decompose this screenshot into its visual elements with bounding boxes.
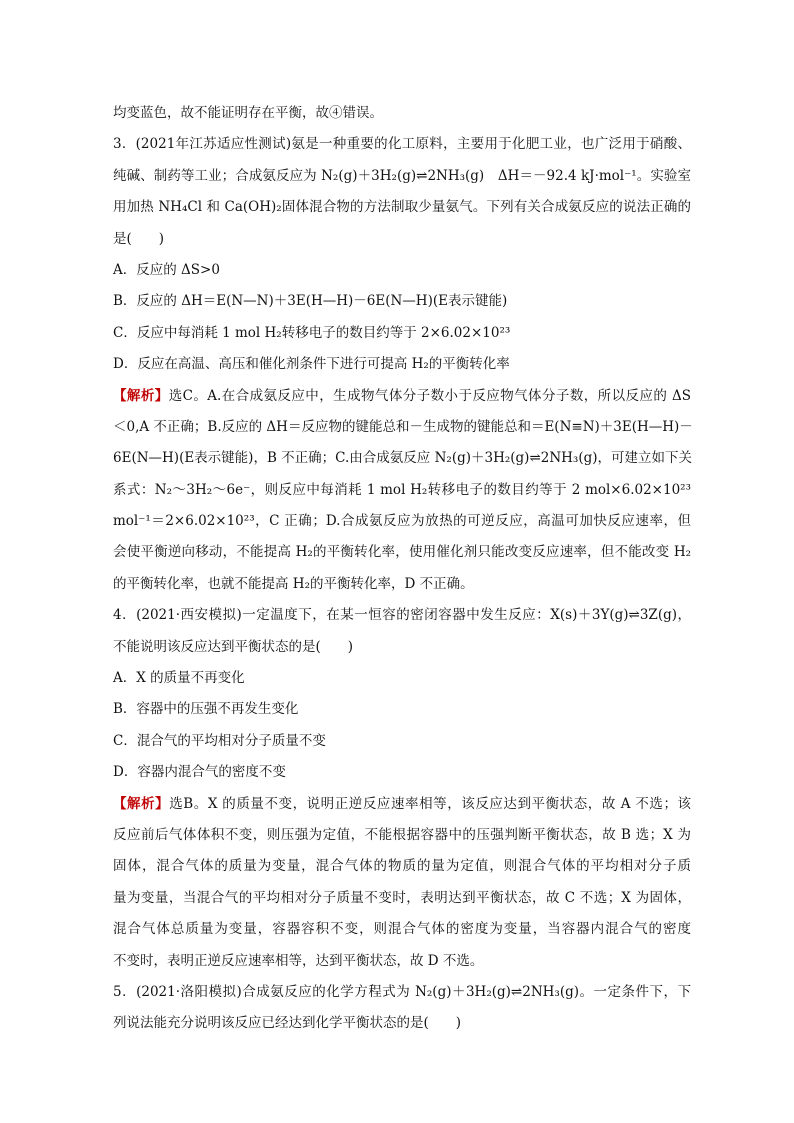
line-text: 是( )	[113, 230, 165, 247]
text-line	[113, 757, 691, 788]
analysis-label: 【解析】	[113, 387, 169, 404]
line-text: 用加热 NH₄Cl 和 Ca(OH)₂固体混合物的方法制取少量氨气。下列有关合成氨反应的说法正确的	[113, 199, 691, 216]
text-line	[113, 318, 691, 349]
text-line	[113, 883, 691, 914]
line-text: 纯碱、制药等工业；合成氨反应为 N₂(g)＋3H₂(g)⇌2NH₃(g) ΔH＝－92.4 kJ·mol⁻¹。实验室	[113, 167, 691, 184]
text-line	[113, 161, 691, 192]
line-text: 的平衡转化率，也就不能提高 H₂的平衡转化率，D 不正确。	[113, 575, 474, 592]
text-line	[113, 914, 691, 945]
text-line	[113, 192, 691, 223]
line-text: 不能说明该反应达到平衡状态的是( )	[113, 638, 354, 655]
text-line	[113, 820, 691, 851]
line-text: C．反应中每消耗 1 mol H₂转移电子的数目约等于 2×6.02×10²³	[113, 324, 511, 341]
line-text: 会使平衡逆向移动，不能提高 H₂的平衡转化率，使用催化剂只能改变反应速率，但不能改变 H₂	[113, 544, 691, 561]
line-text: 量为变量，当混合气的平均相对分子质量不变时，表明达到平衡状态，故 C 不选；X 为固体，	[113, 889, 691, 906]
line-text: 混合气体总质量为变量，容器容积不变，则混合气体的密度为变量，当容器内混合气的密度	[113, 921, 691, 938]
text-line	[113, 789, 691, 820]
text-line	[113, 663, 691, 694]
line-text: 选B。X 的质量不变，说明正逆反应速率相等，该反应达到平衡状态，故 A 不选；该	[169, 795, 692, 812]
line-text: 列说法能充分说明该反应已经达到化学平衡状态的是( )	[113, 1015, 462, 1032]
line-text: D．容器内混合气的密度不变	[113, 764, 286, 781]
text-line	[113, 851, 691, 882]
line-text: A．反应的 ΔS>0	[113, 261, 220, 278]
line-text: ＜0,A 不正确；B.反应的 ΔH＝反应物的键能总和－生成物的键能总和＝E(N≡N)＋3E(H—H)－	[113, 418, 693, 435]
line-text: 选C。A.在合成氨反应中，生成物气体分子数小于反应物气体分子数，所以反应的 ΔS	[168, 387, 691, 404]
text-line	[113, 98, 691, 129]
text-line	[113, 946, 691, 977]
text-line	[113, 349, 691, 380]
text-line	[113, 726, 691, 757]
analysis-label: 【解析】	[113, 795, 170, 812]
text-line	[113, 506, 691, 537]
line-text: A．X 的质量不再变化	[113, 670, 245, 687]
line-text: 6E(N—H)(E表示键能)，B 不正确；C.由合成氨反应 N₂(g)＋3H₂(g)⇌2NH₃(g)，可建立如下关	[113, 450, 693, 467]
text-line	[113, 443, 691, 474]
document-body	[113, 98, 691, 1040]
line-text: 反应前后气体体积不变，则压强为定值，不能根据容器中的压强判断平衡状态，故 B 选；X 为	[113, 826, 691, 843]
line-text: 4．(2021·西安模拟)一定温度下，在某一恒容的密闭容器中发生反应：X(s)＋3Y(g)⇌3Z(g)，	[113, 607, 691, 624]
text-line	[113, 224, 691, 255]
text-line	[113, 412, 691, 443]
text-line	[113, 600, 691, 631]
line-text: B．容器中的压强不再发生变化	[113, 701, 299, 718]
line-text: 3．(2021年江苏适应性测试)氨是一种重要的化工原料，主要用于化肥工业，也广泛用于硝酸、	[113, 136, 691, 153]
text-line	[113, 381, 691, 412]
line-text: 不变时，表明正逆反应速率相等，达到平衡状态，故 D 不选。	[113, 952, 484, 969]
line-text: D．反应在高温、高压和催化剂条件下进行可提高 H₂的平衡转化率	[113, 356, 510, 373]
line-text: 固体，混合气体的质量为变量，混合气体的物质的量为定值，则混合气体的平均相对分子质	[113, 858, 691, 875]
text-line	[113, 977, 691, 1008]
line-text: mol⁻¹＝2×6.02×10²³，C 正确；D.合成氨反应为放热的可逆反应，高温可加快反应速率，但	[113, 513, 691, 530]
text-line	[113, 632, 691, 663]
line-text: B．反应的 ΔH＝E(N—N)＋3E(H—H)－6E(N—H)(E表示键能)	[113, 293, 508, 310]
text-line	[113, 129, 691, 160]
text-line	[113, 475, 691, 506]
line-text: 均变蓝色，故不能证明存在平衡，故④错误。	[113, 105, 383, 121]
line-text: 系式：N₂～3H₂～6e⁻，则反应中每消耗 1 mol H₂转移电子的数目约等于 2 mol×6.02×10²³	[113, 481, 691, 498]
text-line	[113, 569, 691, 600]
line-text: 5．(2021·洛阳模拟)合成氨反应的化学方程式为 N₂(g)＋3H₂(g)⇌2NH₃(g)。一定条件下，下	[113, 983, 691, 1000]
text-line	[113, 694, 691, 725]
text-line	[113, 255, 691, 286]
text-line	[113, 286, 691, 317]
text-line	[113, 537, 691, 568]
text-line	[113, 1008, 691, 1039]
line-text: C．混合气的平均相对分子质量不变	[113, 732, 326, 749]
